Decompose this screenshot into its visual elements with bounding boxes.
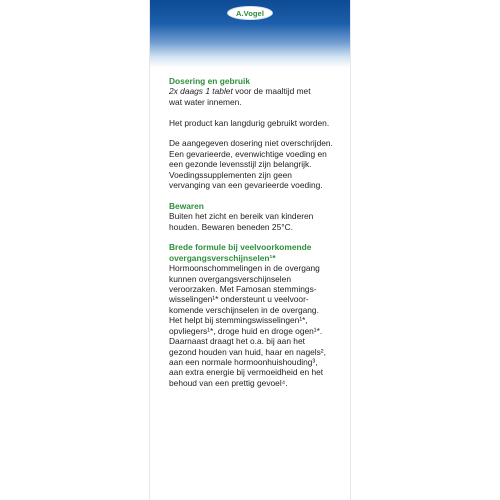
dosage-line-1 bbox=[169, 86, 351, 96]
storage-line: Buiten het zicht en bereik van kinderen bbox=[169, 211, 314, 222]
formula-line: behoud van een prettig gevoel⁴. bbox=[169, 377, 288, 388]
dosage-line-2: wat water innemen. bbox=[169, 96, 242, 107]
formula-line: aan een normale hormoonhuishouding³, bbox=[169, 356, 318, 367]
formula-line: Hormoonschommelingen in de overgang bbox=[169, 263, 320, 274]
formula-line: wisselingen¹* ondersteunt u veelvoor- bbox=[169, 294, 309, 305]
dosage-line-1-rest: voor de maaltijd met bbox=[232, 86, 311, 97]
formula-line: komende verschijnselen in de overgang. bbox=[169, 304, 319, 315]
dosage-warning-line: Voedingssupplementen zijn geen bbox=[169, 169, 292, 180]
formula-line: aan extra energie bij vermoeidheid en het bbox=[169, 367, 324, 378]
dosage-heading: Dosering en gebruik bbox=[169, 76, 250, 86]
label-text-content bbox=[169, 76, 351, 388]
brand-logo bbox=[227, 6, 273, 20]
dosage-amount: 2x daags 1 tablet bbox=[169, 86, 233, 97]
formula-line: gezond houden van huid, haar en nagels², bbox=[169, 346, 326, 357]
formula-line: veroorzaken. Met Famosan stemmings- bbox=[169, 284, 317, 295]
dosage-warning-line: De aangegeven dosering niet overschrijden. bbox=[169, 138, 333, 149]
formula-line: Daarnaast draagt het o.a. bij aan het bbox=[169, 336, 305, 347]
dosage-warning-line: een gezonde levensstijl zijn belangrijk. bbox=[169, 159, 312, 170]
brand-logo-text: A.Vogel bbox=[235, 8, 265, 18]
formula-line: kunnen overgangsverschijnselen bbox=[169, 273, 291, 284]
header-gradient-band bbox=[150, 0, 350, 68]
package-side-panel bbox=[149, 0, 351, 500]
dosage-warning-line: vervanging van een gevarieerde voeding. bbox=[169, 180, 323, 191]
formula-heading: Brede formule bij veelvoorkomende bbox=[169, 242, 312, 253]
formula-line: opvliegers¹*, droge huid en droge ogen¹*. bbox=[169, 325, 323, 336]
formula-heading: overgangsverschijnselen¹* bbox=[169, 252, 276, 263]
dosage-long-term-note: Het product kan langdurig gebruikt worden. bbox=[169, 117, 330, 128]
storage-heading: Bewaren bbox=[169, 200, 204, 211]
formula-line: Het helpt bij stemmingswisselingen¹*, bbox=[169, 315, 308, 326]
storage-line: houden. Bewaren beneden 25°C. bbox=[169, 221, 293, 232]
dosage-warning-line: Een gevarieerde, evenwichtige voeding en bbox=[169, 148, 327, 159]
